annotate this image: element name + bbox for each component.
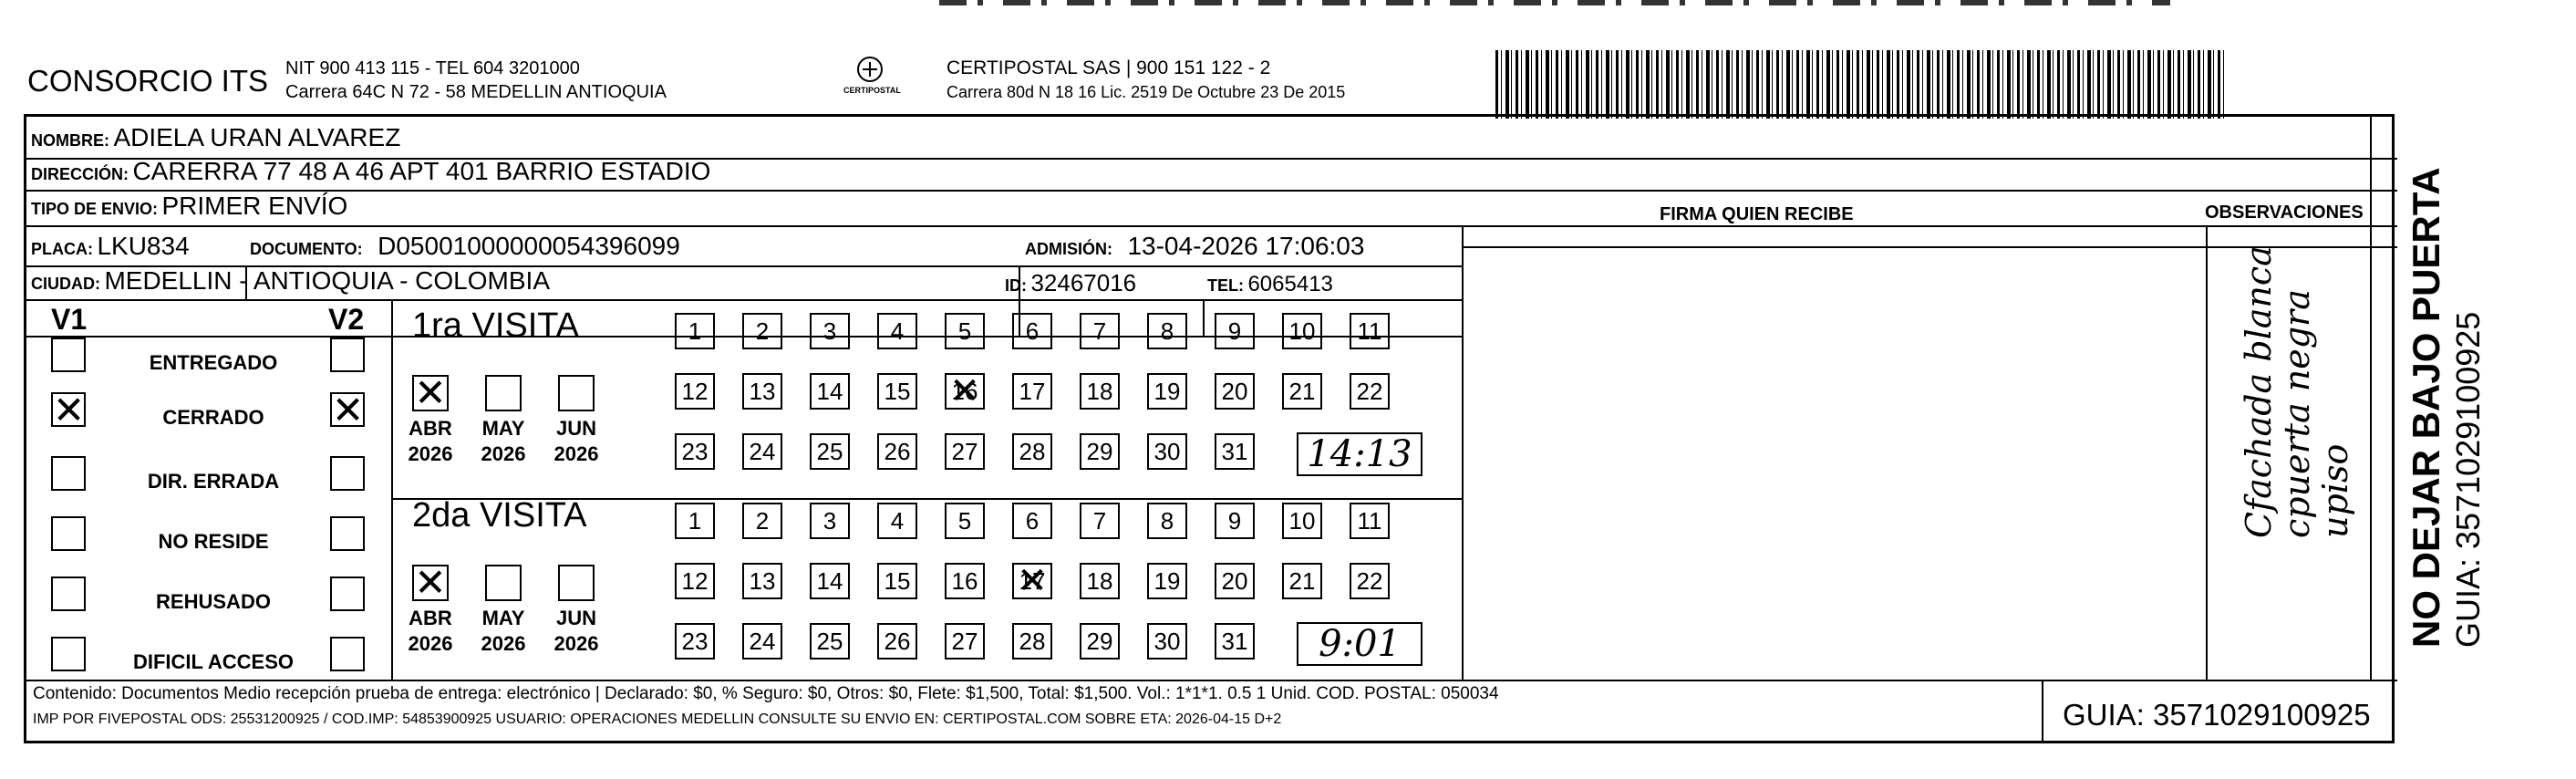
side-guia: GUIA: 3571029100925 <box>2449 311 2487 648</box>
admision-row <box>1025 232 1364 261</box>
tel-label: TEL: <box>1207 276 1244 295</box>
barcode <box>1495 50 2225 119</box>
certipostal-line: CERTIPOSTAL SAS | 900 151 122 - 2 <box>947 57 1271 78</box>
documento-value: D05001000000054396099 <box>378 232 680 260</box>
day-box[interactable]: 14 <box>810 373 850 410</box>
documento-label: DOCUMENTO: <box>250 240 363 258</box>
day-box[interactable]: 23 <box>675 433 715 470</box>
day-box[interactable]: 13 <box>742 563 782 599</box>
v2-checkbox[interactable] <box>330 456 365 491</box>
v1-checkbox[interactable] <box>51 338 86 372</box>
day-box[interactable]: 23 <box>675 623 715 660</box>
tel-value: 6065413 <box>1247 272 1333 296</box>
month-label <box>549 416 604 467</box>
rule <box>2042 680 2043 743</box>
rule <box>2370 117 2372 680</box>
company-contact <box>285 57 667 104</box>
rule <box>2206 225 2208 680</box>
day-box[interactable]: 27 <box>945 623 985 660</box>
day-box[interactable]: 24 <box>742 433 782 470</box>
day-box[interactable]: 12 <box>675 563 715 599</box>
visit-title: 2da VISITA <box>412 496 587 535</box>
side-notice-line1: NO DEJAR BAJO PUERTA <box>2405 167 2447 648</box>
day-box[interactable]: 6 <box>1012 503 1052 539</box>
tipo-label: TIPO DE ENVIO: <box>31 200 159 218</box>
rule <box>1462 225 1464 680</box>
day-box[interactable]: 4 <box>877 313 917 349</box>
tipo-value: PRIMER ENVÍO <box>161 192 348 220</box>
month-name: MAY <box>481 417 525 440</box>
tipo-row <box>31 192 347 221</box>
direccion-value: CARERRA 77 48 A 46 APT 401 BARRIO ESTADIO <box>132 157 711 185</box>
day-box[interactable]: 5 <box>945 503 985 539</box>
month-name: JUN <box>555 417 596 440</box>
day-box[interactable]: 29 <box>1080 433 1120 470</box>
address-line: Carrera 64C N 72 - 58 MEDELLIN ANTIOQUIA <box>285 82 667 102</box>
day-box[interactable]: 20 <box>1215 563 1255 599</box>
status-option-label: REHUSADO <box>156 590 271 613</box>
day-box[interactable]: 1 <box>675 503 715 539</box>
day-box[interactable]: 22 <box>1350 373 1390 410</box>
day-box[interactable]: 12 <box>675 373 715 410</box>
ciudad-row <box>31 266 550 296</box>
day-box[interactable]: 16 <box>945 563 985 599</box>
month-name: ABR <box>409 417 452 440</box>
day-box[interactable]: 1 <box>675 313 715 349</box>
observaciones-header <box>2205 203 2364 223</box>
certipostal-logo <box>843 53 901 100</box>
day-box[interactable]: 7 <box>1080 313 1120 349</box>
day-box[interactable]: 11 <box>1350 313 1390 349</box>
placa-row <box>31 232 190 261</box>
day-box[interactable]: 22 <box>1350 563 1390 599</box>
month-checkbox[interactable] <box>412 375 449 411</box>
day-box[interactable]: 27 <box>945 433 985 470</box>
day-box[interactable]: 15 <box>877 373 917 410</box>
footer-guia: GUIA: 3571029100925 <box>2063 698 2371 732</box>
nombre-label: NOMBRE: <box>31 131 109 150</box>
observaciones-note: upiso <box>2315 443 2355 538</box>
month-name: JUN <box>555 607 596 629</box>
month-label <box>403 606 458 657</box>
handwritten-time: 9:01 <box>1297 622 1422 666</box>
day-box[interactable]: 28 <box>1012 433 1052 470</box>
day-box[interactable]: 19 <box>1147 373 1187 410</box>
rule <box>391 299 393 680</box>
license-line: Carrera 80d N 18 16 Lic. 2519 De Octubre 23 De 2015 <box>947 83 1346 101</box>
day-box[interactable]: 17 ✕ <box>1012 563 1052 599</box>
day-box[interactable]: 6 <box>1012 313 1052 349</box>
documento-row <box>250 232 680 261</box>
day-box[interactable]: 14 <box>810 563 850 599</box>
v2-checkbox[interactable] <box>330 576 365 611</box>
observaciones-note: cpuerta negra <box>2277 289 2317 538</box>
day-box[interactable]: 3 <box>810 503 850 539</box>
admision-label: ADMISIÓN: <box>1025 240 1112 258</box>
v2-checkbox[interactable] <box>330 516 365 551</box>
month-year: 2026 <box>553 632 599 655</box>
day-box[interactable]: 31 <box>1215 623 1255 660</box>
day-box[interactable]: 25 <box>810 623 850 660</box>
month-year: 2026 <box>481 632 526 655</box>
v1-checkbox[interactable] <box>51 456 86 491</box>
id-label: ID: <box>1005 276 1027 295</box>
day-box[interactable]: 10 <box>1282 313 1322 349</box>
day-box[interactable]: 4 <box>877 503 917 539</box>
top-edge-marks <box>939 0 2170 5</box>
month-label <box>549 606 604 657</box>
month-checkbox[interactable] <box>558 375 595 411</box>
day-box[interactable]: 11 <box>1350 503 1390 539</box>
firma-label: FIRMA QUIEN RECIBE <box>1660 204 1854 224</box>
footer-contenido: Contenido: Documentos Medio recepción prueba de entrega: electrónico | Declarado: $0, % Seguro: $0, Otros: $0, Flete: $1,500, Total: $1,500. Vol.: 1*1*1. 0.5 1 Unid. COD. POSTAL: 050034 <box>33 684 1499 703</box>
day-box[interactable]: 18 <box>1080 563 1120 599</box>
firma-header <box>1660 204 1854 225</box>
day-box[interactable]: 2 <box>742 503 782 539</box>
nit-line: NIT 900 413 115 - TEL 604 3201000 <box>285 58 580 78</box>
v2-checkbox[interactable] <box>330 392 365 427</box>
ciudad-value: MEDELLIN - ANTIOQUIA - COLOMBIA <box>104 266 550 295</box>
day-box[interactable]: 26 <box>877 433 917 470</box>
day-box[interactable]: 9 <box>1215 313 1255 349</box>
day-box[interactable]: 9 <box>1215 503 1255 539</box>
day-box[interactable]: 26 <box>877 623 917 660</box>
v2-checkbox[interactable] <box>330 637 365 671</box>
observaciones-note: Cfachada blanca <box>2239 245 2279 538</box>
status-option-label: CERRADO <box>162 406 264 429</box>
day-box[interactable]: 24 <box>742 623 782 660</box>
month-checkbox[interactable] <box>412 565 449 601</box>
v1-checkbox[interactable] <box>51 392 86 427</box>
v2-checkbox[interactable] <box>330 338 365 372</box>
day-box[interactable]: 30 <box>1147 623 1187 660</box>
id-value: 32467016 <box>1030 269 1137 296</box>
month-name: ABR <box>409 607 452 629</box>
month-checkbox[interactable] <box>558 565 595 601</box>
day-box[interactable]: 15 <box>877 563 917 599</box>
v1-header: V1 <box>51 303 88 336</box>
v1-checkbox[interactable] <box>51 637 86 671</box>
direccion-row <box>31 157 710 186</box>
observaciones-label: OBSERVACIONES <box>2205 203 2364 223</box>
month-name: MAY <box>481 607 525 629</box>
visit-title: 1ra VISITA <box>412 306 580 345</box>
v1-checkbox[interactable] <box>51 516 86 551</box>
day-box[interactable]: 19 <box>1147 563 1187 599</box>
rule <box>26 225 2397 227</box>
observaciones-notes <box>2240 245 2354 538</box>
status-option-label: ENTREGADO <box>149 351 278 374</box>
day-box[interactable]: 18 <box>1080 373 1120 410</box>
footer-imp: IMP POR FIVEPOSTAL ODS: 25531200925 / COD.IMP: 54853900925 USUARIO: OPERACIONES MEDELLIN CONSULTE SU ENVIO EN: CERTIPOSTAL.COM SOBRE ETA: 2026-04-15 D+2 <box>33 711 1282 727</box>
company-name: CONSORCIO ITS <box>27 64 269 98</box>
day-box[interactable]: 21 <box>1282 563 1322 599</box>
direccion-label: DIRECCIÓN: <box>31 165 129 183</box>
placa-value: LKU834 <box>97 232 190 260</box>
day-box[interactable]: 17 <box>1012 373 1052 410</box>
day-box[interactable]: 5 <box>945 313 985 349</box>
month-label <box>476 606 531 657</box>
side-notice <box>2405 167 2489 648</box>
month-checkbox[interactable] <box>485 565 522 601</box>
month-checkbox[interactable] <box>485 375 522 411</box>
admision-value: 13-04-2026 17:06:03 <box>1127 232 1365 260</box>
id-row <box>1005 269 1136 297</box>
rule <box>26 190 2397 192</box>
form-frame <box>24 114 2395 743</box>
logo-text: CERTIPOSTAL <box>843 86 901 95</box>
handwritten-time: 14:13 <box>1297 432 1422 476</box>
tel-row <box>1207 272 1333 297</box>
nombre-row <box>31 123 400 152</box>
month-year: 2026 <box>408 442 453 465</box>
month-year: 2026 <box>481 442 526 465</box>
day-box[interactable]: 21 <box>1282 373 1322 410</box>
certipostal-info <box>947 57 1345 104</box>
day-box[interactable]: 10 <box>1282 503 1322 539</box>
month-label <box>476 416 531 467</box>
day-box[interactable]: 30 <box>1147 433 1187 470</box>
placa-label: PLACA: <box>31 240 93 258</box>
rule <box>26 299 1462 301</box>
day-box[interactable]: 16 ✕ <box>945 373 985 410</box>
v2-header: V2 <box>328 303 365 336</box>
day-box[interactable]: 8 <box>1147 503 1187 539</box>
status-option-label: DIFICIL ACCESO <box>132 650 294 673</box>
day-box[interactable]: 29 <box>1080 623 1120 660</box>
day-box[interactable]: 28 <box>1012 623 1052 660</box>
v1-checkbox[interactable] <box>51 576 86 611</box>
month-year: 2026 <box>553 442 599 465</box>
status-option-label: NO RESIDE <box>158 530 269 553</box>
day-box[interactable]: 20 <box>1215 373 1255 410</box>
day-box[interactable]: 13 <box>742 373 782 410</box>
day-box[interactable]: 3 <box>810 313 850 349</box>
day-box[interactable]: 8 <box>1147 313 1187 349</box>
day-box[interactable]: 7 <box>1080 503 1120 539</box>
rule <box>1203 299 1205 336</box>
month-label <box>403 416 458 467</box>
month-year: 2026 <box>408 632 453 655</box>
day-box[interactable]: 25 <box>810 433 850 470</box>
nombre-value: ADIELA URAN ALVAREZ <box>113 123 401 151</box>
ciudad-label: CIUDAD: <box>31 275 100 293</box>
day-box[interactable]: 2 <box>742 313 782 349</box>
status-option-label: DIR. ERRADA <box>147 470 280 493</box>
day-box[interactable]: 31 <box>1215 433 1255 470</box>
